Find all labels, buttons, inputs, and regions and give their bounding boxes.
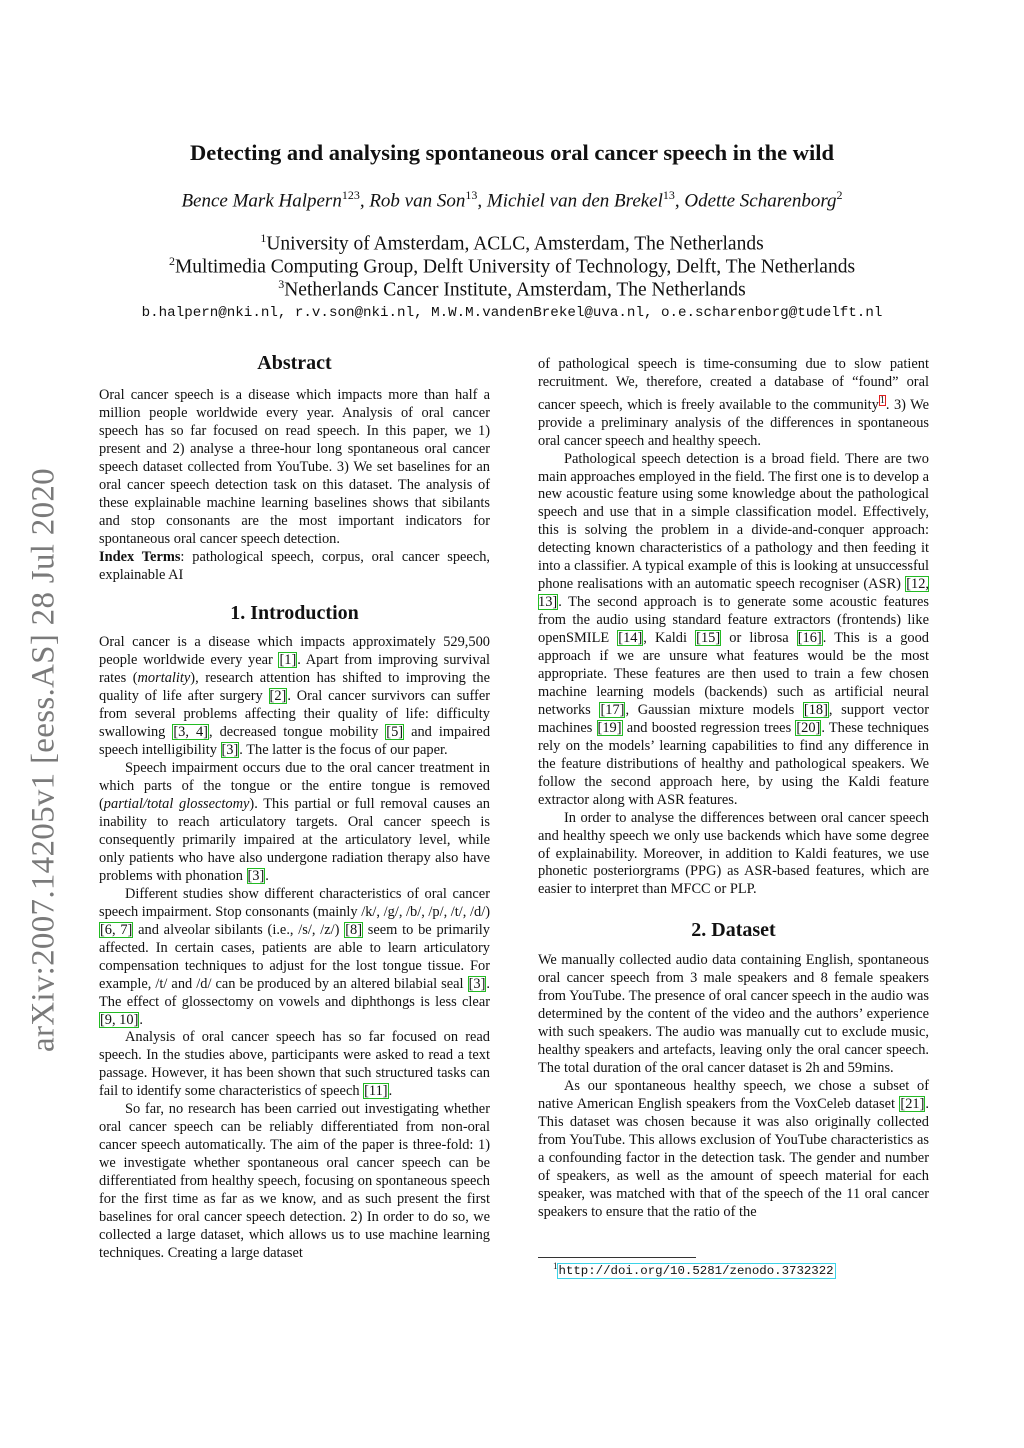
intro-paragraph: Speech impairment occurs due to the oral cancer treatment in which parts of the tongue or the entire tongue is removed (partial/total glossectomy). This partial or full removal causes an inability to reach articulatory targets. Oral cancer speech is consequently primarily impaired at the articulatory level, while only patients who have also undergone radiation therapy also have problems with phonation [3]. [99, 760, 491, 884]
citation-link[interactable]: [16] [797, 630, 822, 647]
author-name: Odette Scharenborg [684, 190, 837, 212]
citation-link[interactable]: [3] [468, 975, 486, 992]
footnote: $^1$http://doi.org/10.5281/zenodo.3732322 [553, 1261, 834, 1279]
intro-paragraph: Oral cancer is a disease which impacts approximately 529,500 people worldwide every year [1]. Apart from improving survival rates (mortality), research attention has shifted to improving the quality of life after surgery [2]. Oral cancer survivors can suffer from several problems affecting their quality of life: difficulty swallowing [3, 4], decreased tongue mobility [5] and impaired speech intelligibility [3]. The latter is the focus of our paper. [99, 634, 491, 759]
citation-link[interactable]: [17] [600, 701, 625, 718]
footnote-ref-link[interactable]: 1 [879, 394, 885, 406]
body-paragraph: In order to analyse the differences between oral cancer speech and healthy speech we only use backends which have some degree of explainability. Moreover, in addition to Kaldi features, we use phonetic posteriorgrams (PPG) as ASR-based features, which are easier to interpret than MFCC or PLP. [538, 809, 929, 898]
citation-link[interactable]: [1] [279, 652, 297, 669]
arxiv-id-text: arXiv:2007.14205v1 [eess.AS] 28 Jul 2020 [25, 468, 62, 1052]
citation-link[interactable]: [9, 10] [100, 1011, 139, 1028]
dataset-heading: 2. Dataset [691, 919, 776, 942]
affiliation: $^3$Netherlands Cancer Institute, Amsterdam, The Netherlands [278, 277, 746, 301]
body-paragraph: Pathological speech detection is a broad field. There are two main approaches employed in the field. The first one is to develop a new acoustic feature using some knowledge about the pathological speech and use that in a simple classification model. Effectively, this is solving the problem in a divide-and-conquer approach: detecting known characteristics of a pathology and then feeding it into a classifier. A typical example of this is looking at unsuccessful phone realisations with an automatic speech recogniser (ASR) [12, 13]. The second approach is to generate some acoustic features from the audio using standard feature extractors (frontends) like openSMILE [14], Kaldi [15] or librosa [16]. This is a good approach if we are unsure what features would be the most appropriate. These features are then used to train a few chosen machine learning models (backends) such as artificial neural networks [17], Gaussian mixture models [18], support vector machines [19] and boosted regression trees [20]. These techniques rely on the models’ learning capabilities to find any difference in the feature distributions of healthy and pathological speakers. We follow the second approach here, by using the Kaldi feature extractor along with ASR features. [538, 450, 930, 808]
citation-link[interactable]: [3] [221, 742, 239, 759]
citation-link[interactable]: [8] [345, 921, 362, 938]
citation-link[interactable]: [6, 7] [100, 921, 133, 938]
body-paragraph: of pathological speech is time-consuming due to slow patient recruitment. We, therefore, created a database of “found” oral cancer speech, which is freely available to the community$^1$. 3) We provide a preliminary analysis of the differences in spontaneous oral cancer speech and healthy speech. [538, 356, 929, 449]
index-terms: Index Terms: pathological speech, corpus, oral cancer speech, explainable AI [99, 548, 490, 583]
citation-link[interactable]: [2] [269, 688, 287, 705]
left-column [99, 352, 490, 1263]
citation-link[interactable]: [12, 13] [538, 576, 929, 611]
introduction-heading: 1. Introduction [230, 602, 359, 625]
author-name: Bence Mark Halpern [181, 190, 342, 212]
citation-link[interactable]: [3] [247, 867, 265, 884]
body-paragraph: As our spontaneous healthy speech, we chose a subset of native American English speakers from the VoxCeleb dataset [21]. This dataset was chosen because it was also originally collected from YouTube. This allows exclusion of YouTube characteristics as a confounding factor in the detection task. The gender and number of speakers, as well as the amount of speech material for each speaker, was matched with that of the speech of the 11 oral cancer speakers to ensure that the ratio of the [538, 1078, 929, 1220]
affiliation: $^1$University of Amsterdam, ACLC, Amsterdam, The Netherlands [260, 231, 764, 255]
citation-link[interactable]: [21] [900, 1096, 925, 1113]
arxiv-identifier [20, 452, 68, 1068]
intro-paragraph: So far, no research has been carried out investigating whether oral cancer speech can be reliably differentiated from non-oral cancer speech automatically. The aim of the paper is three-fold: 1) we investigate whether spontaneous oral cancer speech can be differentiated from healthy speech, focusing on spontaneous speech for the first time as far as we know, and as such present the first baselines for oral cancer speech detection. 2) In order to do so, we collected a large dataset, which allows us to use machine learning techniques. Creating a large dataset [99, 1101, 490, 1261]
body-paragraph: We manually collected audio data containing English, spontaneous oral cancer speech from 3 male speakers and 8 female speakers from YouTube. The presence of oral cancer speech in the audio was determined by the content of the video and the authors’ experience with such speakers. The audio was manually cut to exclude music, healthy speakers and artefacts, leaving only the oral cancer speech. The total duration of the oral cancer dataset is 2h and 59mins. [538, 952, 929, 1077]
right-column [538, 356, 929, 1222]
citation-link[interactable]: [14] [618, 630, 643, 647]
author-list: Bence Mark Halpern$^{123}$, Rob van Son$^{13}$, Michiel van den Brekel$^{13}$, Odette Scharenborg$^2$ [181, 188, 843, 212]
intro-paragraph: Different studies show different characteristics of oral cancer speech impairment. Stop consonants (mainly /k/, /g/, /b/, /p/, /t/, /d/) [6, 7] and alveolar sibilants (i.e., /s/, /z/) [8] seem to be primarily affected. In certain cases, patients are able to learn articulatory compensation techniques to adjust for the lost tongue tissue. For example, /t/ and /d/ can be produced by an altered bilabial seal [3]. The effect of glossectomy on vowels and diphthongs is less clear [9, 10]. [99, 885, 490, 1028]
author-emails: b.halpern@nki.nl, r.v.son@nki.nl, M.W.M.vandenBrekel@uva.nl, o.e.scharenborg@tudelft.nl [141, 305, 883, 321]
abstract-heading: Abstract [257, 352, 332, 374]
footnote-url-link[interactable]: http://doi.org/10.5281/zenodo.3732322 [558, 1264, 834, 1279]
citation-link[interactable]: [18] [803, 701, 828, 718]
citation-link[interactable]: [19] [597, 719, 622, 736]
author-name: Rob van Son [369, 190, 466, 212]
affiliation: $^2$Multimedia Computing Group, Delft University of Technology, Delft, The Netherlands [168, 254, 856, 278]
abstract-text: Oral cancer speech is a disease which impacts more than half a million people worldwide every year. Analysis of oral cancer speech has so far focused on read speech. In this paper, we 1) present and 2) analyse a three-hour long spontaneous oral cancer speech dataset collected from YouTube. 3) We set baselines for an oral cancer speech detection task on this dataset. The analysis of these explainable machine learning baselines shows that sibilants and stop consonants are the most important indicators for spontaneous oral cancer speech detection. [99, 387, 490, 547]
intro-paragraph: Analysis of oral cancer speech has so far focused on read speech. In the studies above, participants were asked to read a text passage. However, it has been shown that such structured tasks can fail to identify some characteristics of speech [11]. [99, 1029, 490, 1100]
author-name: Michiel van den Brekel [486, 190, 663, 212]
citation-link[interactable]: [5] [386, 724, 404, 741]
citation-link[interactable]: [20] [796, 719, 821, 736]
paper-title: Detecting and analysing spontaneous oral cancer speech in the wild [190, 140, 834, 165]
citation-link[interactable]: [3, 4] [173, 724, 208, 741]
citation-link[interactable]: [11] [364, 1083, 388, 1100]
citation-link[interactable]: [15] [696, 630, 721, 647]
footnote-rule [538, 1257, 696, 1258]
